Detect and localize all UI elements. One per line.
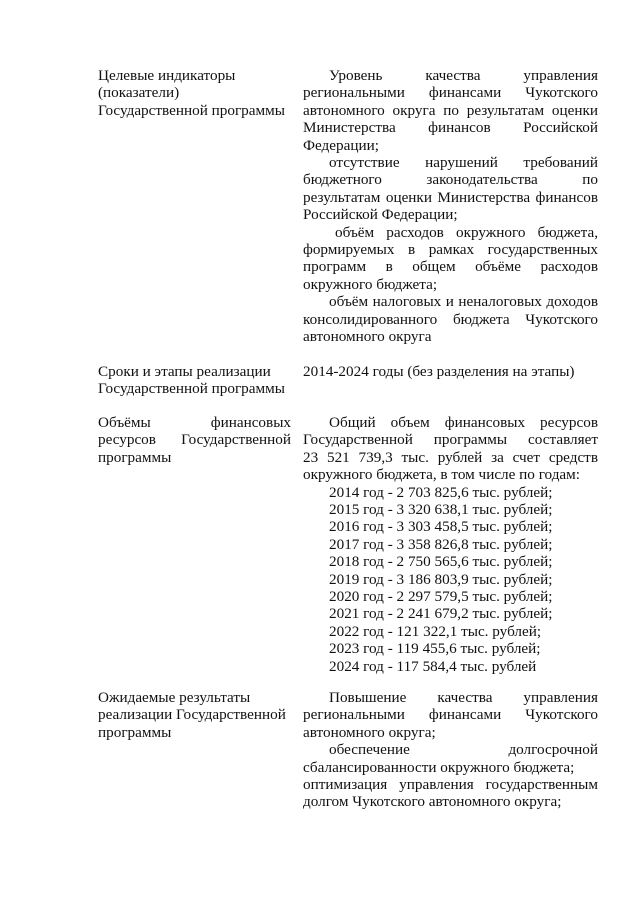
- paragraph: [303, 689, 598, 741]
- text-line: программ в общем объёме расходов: [303, 258, 598, 276]
- year-item: 2024 год - 117 584,4 тыс. рублей: [329, 657, 537, 675]
- text-line: Уровень качества управления: [329, 67, 598, 84]
- label-line: (показатели): [98, 84, 180, 102]
- paragraph: [303, 776, 598, 811]
- text-line: автономного округа: [303, 328, 432, 346]
- year-item: 2022 год - 121 322,1 тыс. рублей;: [329, 622, 542, 640]
- year-item: 2016 год - 3 303 458,5 тыс. рублей;: [329, 518, 553, 536]
- text-line: 2014-2024 годы (без разделения на этапы): [303, 363, 575, 380]
- section-label: [98, 689, 291, 741]
- text-line: бюджетного законодательства по: [303, 171, 598, 189]
- year-item: 2023 год - 119 455,6 тыс. рублей;: [329, 640, 541, 658]
- section-label: [98, 363, 291, 398]
- text-line: консолидированного бюджета Чукотского: [303, 310, 598, 328]
- paragraph: [303, 414, 598, 484]
- section-content: [303, 363, 598, 380]
- paragraph: [303, 741, 598, 776]
- year-item: 2020 год - 2 297 579,5 тыс. рублей;: [329, 588, 553, 606]
- label-line: программы: [98, 448, 172, 466]
- text-line: обеспечение долгосрочной: [329, 741, 598, 759]
- year-item: 2021 год - 2 241 679,2 тыс. рублей;: [329, 605, 553, 623]
- text-line: сбалансированности окружного бюджета;: [303, 758, 575, 776]
- text-line: Министерства финансов Российской: [303, 119, 598, 137]
- year-item: 2014 год - 2 703 825,6 тыс. рублей;: [329, 483, 553, 501]
- label-line: реализации Государственной: [98, 706, 286, 724]
- text-line: Общий объем финансовых ресурсов: [329, 414, 598, 431]
- text-line: объём налоговых и неналоговых доходов: [329, 293, 598, 311]
- year-item: 2019 год - 3 186 803,9 тыс. рублей;: [329, 570, 553, 588]
- text-line: результатам оценки Министерства финансов: [303, 188, 598, 206]
- text-line: Государственной программы составляет: [303, 431, 598, 449]
- text-line: отсутствие нарушений требований: [329, 154, 598, 172]
- year-list: [303, 484, 598, 675]
- year-item: 2017 год - 3 358 826,8 тыс. рублей;: [329, 535, 553, 553]
- paragraph: [303, 293, 598, 345]
- text-line: региональными финансами Чукотского: [303, 84, 598, 102]
- text-line: формируемых в рамках государственных: [303, 241, 598, 259]
- text-line: окружного бюджета, в том числе по годам:: [303, 466, 580, 484]
- section-content: [303, 689, 598, 811]
- section-label: [98, 67, 291, 119]
- text-line: оптимизация управления государственным: [303, 776, 598, 794]
- label-line: Государственной программы: [98, 101, 285, 119]
- label-line: программы: [98, 723, 172, 741]
- label-line: Сроки и этапы реализации: [98, 363, 271, 380]
- label-line: Ожидаемые результаты: [98, 689, 251, 706]
- text-line: автономного округа;: [303, 723, 436, 741]
- label-line: Объёмы финансовых: [98, 414, 291, 431]
- year-item: 2015 год - 3 320 638,1 тыс. рублей;: [329, 501, 553, 519]
- text-line: объём расходов окружного бюджета,: [335, 223, 598, 241]
- text-line: Федерации;: [303, 136, 379, 154]
- text-line: Российской Федерации;: [303, 206, 458, 224]
- text-line: долгом Чукотского автономного округа;: [303, 793, 562, 811]
- paragraph: [303, 154, 598, 224]
- text-line: Повышение качества управления: [329, 689, 598, 706]
- section-label: [98, 414, 291, 466]
- paragraph: [303, 67, 598, 154]
- label-line: ресурсов Государственной: [98, 431, 291, 449]
- text-line: 23 521 739,3 тыс. рублей за счет средств: [303, 448, 598, 466]
- section-content: [303, 67, 598, 346]
- section-content: [303, 414, 598, 675]
- text-line: региональными финансами Чукотского: [303, 706, 598, 724]
- paragraph: [303, 224, 598, 294]
- text-line: автономного округа по результатам оценки: [303, 101, 598, 119]
- year-item: 2018 год - 2 750 565,6 тыс. рублей;: [329, 553, 553, 571]
- label-line: Целевые индикаторы: [98, 67, 236, 84]
- text-line: окружного бюджета;: [303, 275, 438, 293]
- label-line: Государственной программы: [98, 380, 285, 398]
